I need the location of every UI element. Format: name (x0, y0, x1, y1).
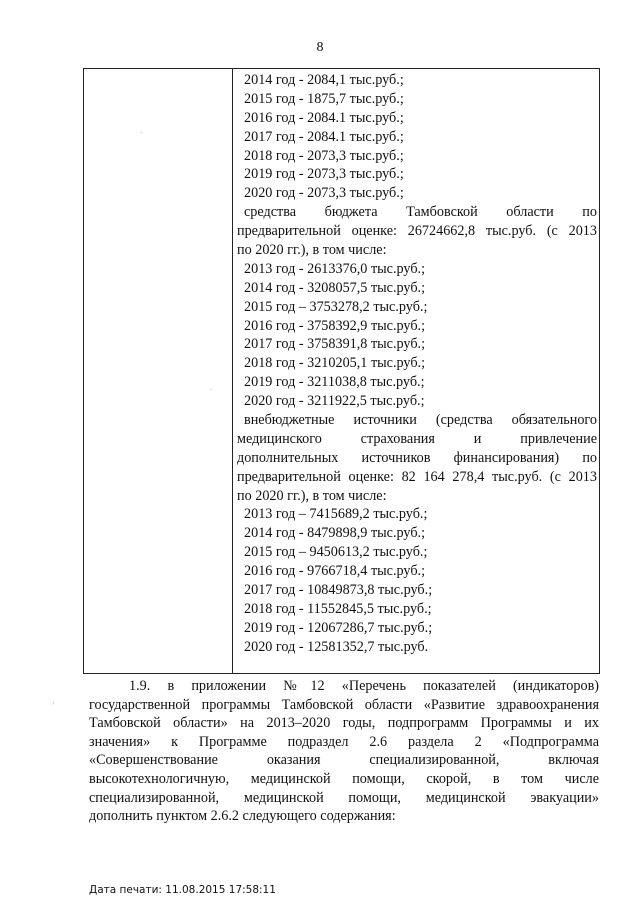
cell-line: 2018 год - 3210205,1 тыс.руб.; (244, 355, 426, 372)
paragraph-line: высокотехнологичную, медицинской помощи, скорой, в том числе (89, 770, 599, 787)
cell-line: 2019 год - 3211038,8 тыс.руб.; (244, 374, 425, 391)
paragraph-line: Тамбовской области» на 2013–2020 годы, подпрограмм Программы и их (89, 715, 599, 732)
scan-speck: . (140, 125, 143, 135)
print-date-footer: Дата печати: 11.08.2015 17:58:11 (89, 884, 276, 896)
paragraph-line: государственной программы Тамбовской области «Развитие здравоохранения (89, 696, 599, 713)
cell-line: 2019 год - 12067286,7 тыс.руб.; (244, 619, 433, 636)
cell-line: 2020 год - 2073,3 тыс.руб.; (244, 185, 404, 202)
cell-line: 2017 год - 3758391,8 тыс.руб.; (244, 336, 426, 353)
cell-line: 2019 год - 2073,3 тыс.руб.; (244, 166, 404, 183)
amendment-paragraph (89, 677, 599, 826)
cell-line: 2020 год - 12581352,7 тыс.руб. (244, 638, 429, 655)
cell-line: 2014 год - 8479898,9 тыс.руб.; (244, 525, 426, 542)
scan-speck: , (52, 695, 55, 705)
cell-line: 2018 год - 11552845,5 тыс.руб.; (244, 600, 432, 617)
cell-line: 2020 год - 3211922,5 тыс.руб.; (244, 393, 425, 410)
cell-line: 2013 год – 7415689,2 тыс.руб.; (244, 506, 428, 523)
cell-line: 2013 год - 2613376,0 тыс.руб.; (244, 260, 426, 277)
cell-line: 2018 год - 2073,3 тыс.руб.; (244, 147, 404, 164)
cell-line: 2014 год - 2084,1 тыс.руб.; (244, 72, 404, 88)
cell-line: внебюджетные источники (средства обязательного (244, 412, 597, 429)
paragraph-line: «Совершенствование оказания специализированной, включая (89, 752, 599, 769)
cell-line: по 2020 гг.), в том числе: (237, 487, 387, 504)
cell-line: предварительной оценке: 82 164 278,4 тыс.руб. (с 2013 (237, 468, 597, 485)
cell-line: 2015 год - 1875,7 тыс.руб.; (244, 90, 404, 107)
paragraph-line: дополнить пунктом 2.6.2 следующего содержания: (89, 808, 396, 825)
table-column-divider (232, 68, 233, 674)
cell-line: предварительной оценке: 26724662,8 тыс.руб. (с 2013 (237, 223, 597, 240)
cell-line: 2017 год - 10849873,8 тыс.руб.; (244, 582, 433, 599)
paragraph-line: значения» к Программе подраздел 2.6 раздела 2 «Подпрограмма (89, 733, 599, 750)
cell-line: 2015 год – 9450613,2 тыс.руб.; (244, 544, 428, 561)
table-cell-funding (237, 71, 597, 657)
cell-line: по 2020 гг.), в том числе: (237, 242, 387, 259)
cell-line: 2016 год - 3758392,9 тыс.руб.; (244, 317, 426, 334)
paragraph-line: 1.9. в приложении №12 «Перечень показателей (индикаторов) (129, 678, 599, 694)
page-number: 8 (316, 40, 324, 55)
scan-speck: . (210, 382, 213, 392)
cell-line: 2014 год - 3208057,5 тыс.руб.; (244, 279, 426, 296)
cell-line: 2016 год - 9766718,4 тыс.руб.; (244, 563, 426, 580)
cell-line: дополнительных источников финансирования) по (237, 449, 597, 466)
cell-line: медицинского страхования и привлечение (237, 430, 597, 447)
cell-line: средства бюджета Тамбовской области по (244, 204, 597, 221)
cell-line: 2016 год - 2084.1 тыс.руб.; (244, 109, 404, 126)
cell-line: 2017 год - 2084.1 тыс.руб.; (244, 128, 404, 145)
cell-line: 2015 год – 3753278,2 тыс.руб.; (244, 298, 428, 315)
paragraph-line: специализированной, медицинской помощи, медицинской эвакуации» (89, 789, 599, 806)
